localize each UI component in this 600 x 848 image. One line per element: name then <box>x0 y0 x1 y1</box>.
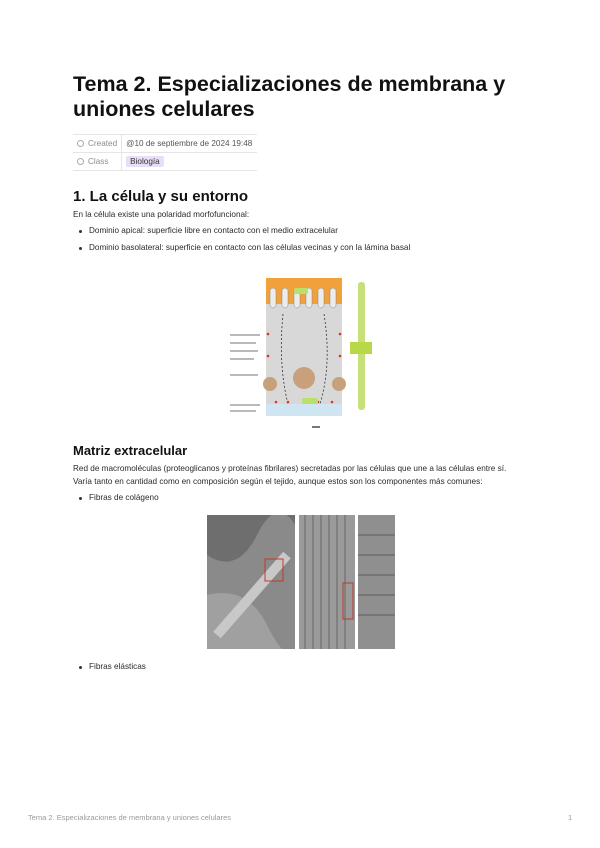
footer-page-number: 1 <box>568 813 573 822</box>
list-item: Dominio basolateral: superficie en contacto con las células vecinas y con la lámina basal <box>89 243 411 252</box>
page-title: Tema 2. Especializaciones de membrana y uniones celulares <box>73 72 506 121</box>
property-key: Created <box>88 139 118 148</box>
list-item: Dominio apical: superficie libre en contacto con el medio extracelular <box>89 226 338 235</box>
paragraph: Varía tanto en cantidad como en composición según el tejido, aunque estos son los componentes más comunes: <box>73 477 483 486</box>
list-item: Fibras de colágeno <box>89 493 159 502</box>
property-row-class <box>73 153 257 171</box>
clock-icon <box>77 140 84 147</box>
paragraph: En la célula existe una polaridad morfofuncional: <box>73 210 250 219</box>
property-row-created <box>73 135 257 153</box>
paragraph: Red de macromoléculas (proteoglicanos y proteínas fibrilares) secretadas por las células que une a las células entre sí. <box>73 464 507 473</box>
section-heading: 1. La célula y su entorno <box>73 188 249 205</box>
properties-table <box>73 134 257 171</box>
class-tag: Biología <box>126 156 164 167</box>
section-heading: Matriz extracelular <box>73 443 188 458</box>
property-key: Class <box>88 157 109 166</box>
property-value: @10 de septiembre de 2024 19:48 <box>122 135 257 153</box>
collagen-micrograph <box>207 515 395 649</box>
select-icon <box>77 158 84 165</box>
list-item: Fibras elásticas <box>89 662 146 671</box>
cell-polarity-diagram <box>228 274 380 436</box>
footer-doc-title: Tema 2. Especializaciones de membrana y uniones celulares <box>28 813 232 822</box>
